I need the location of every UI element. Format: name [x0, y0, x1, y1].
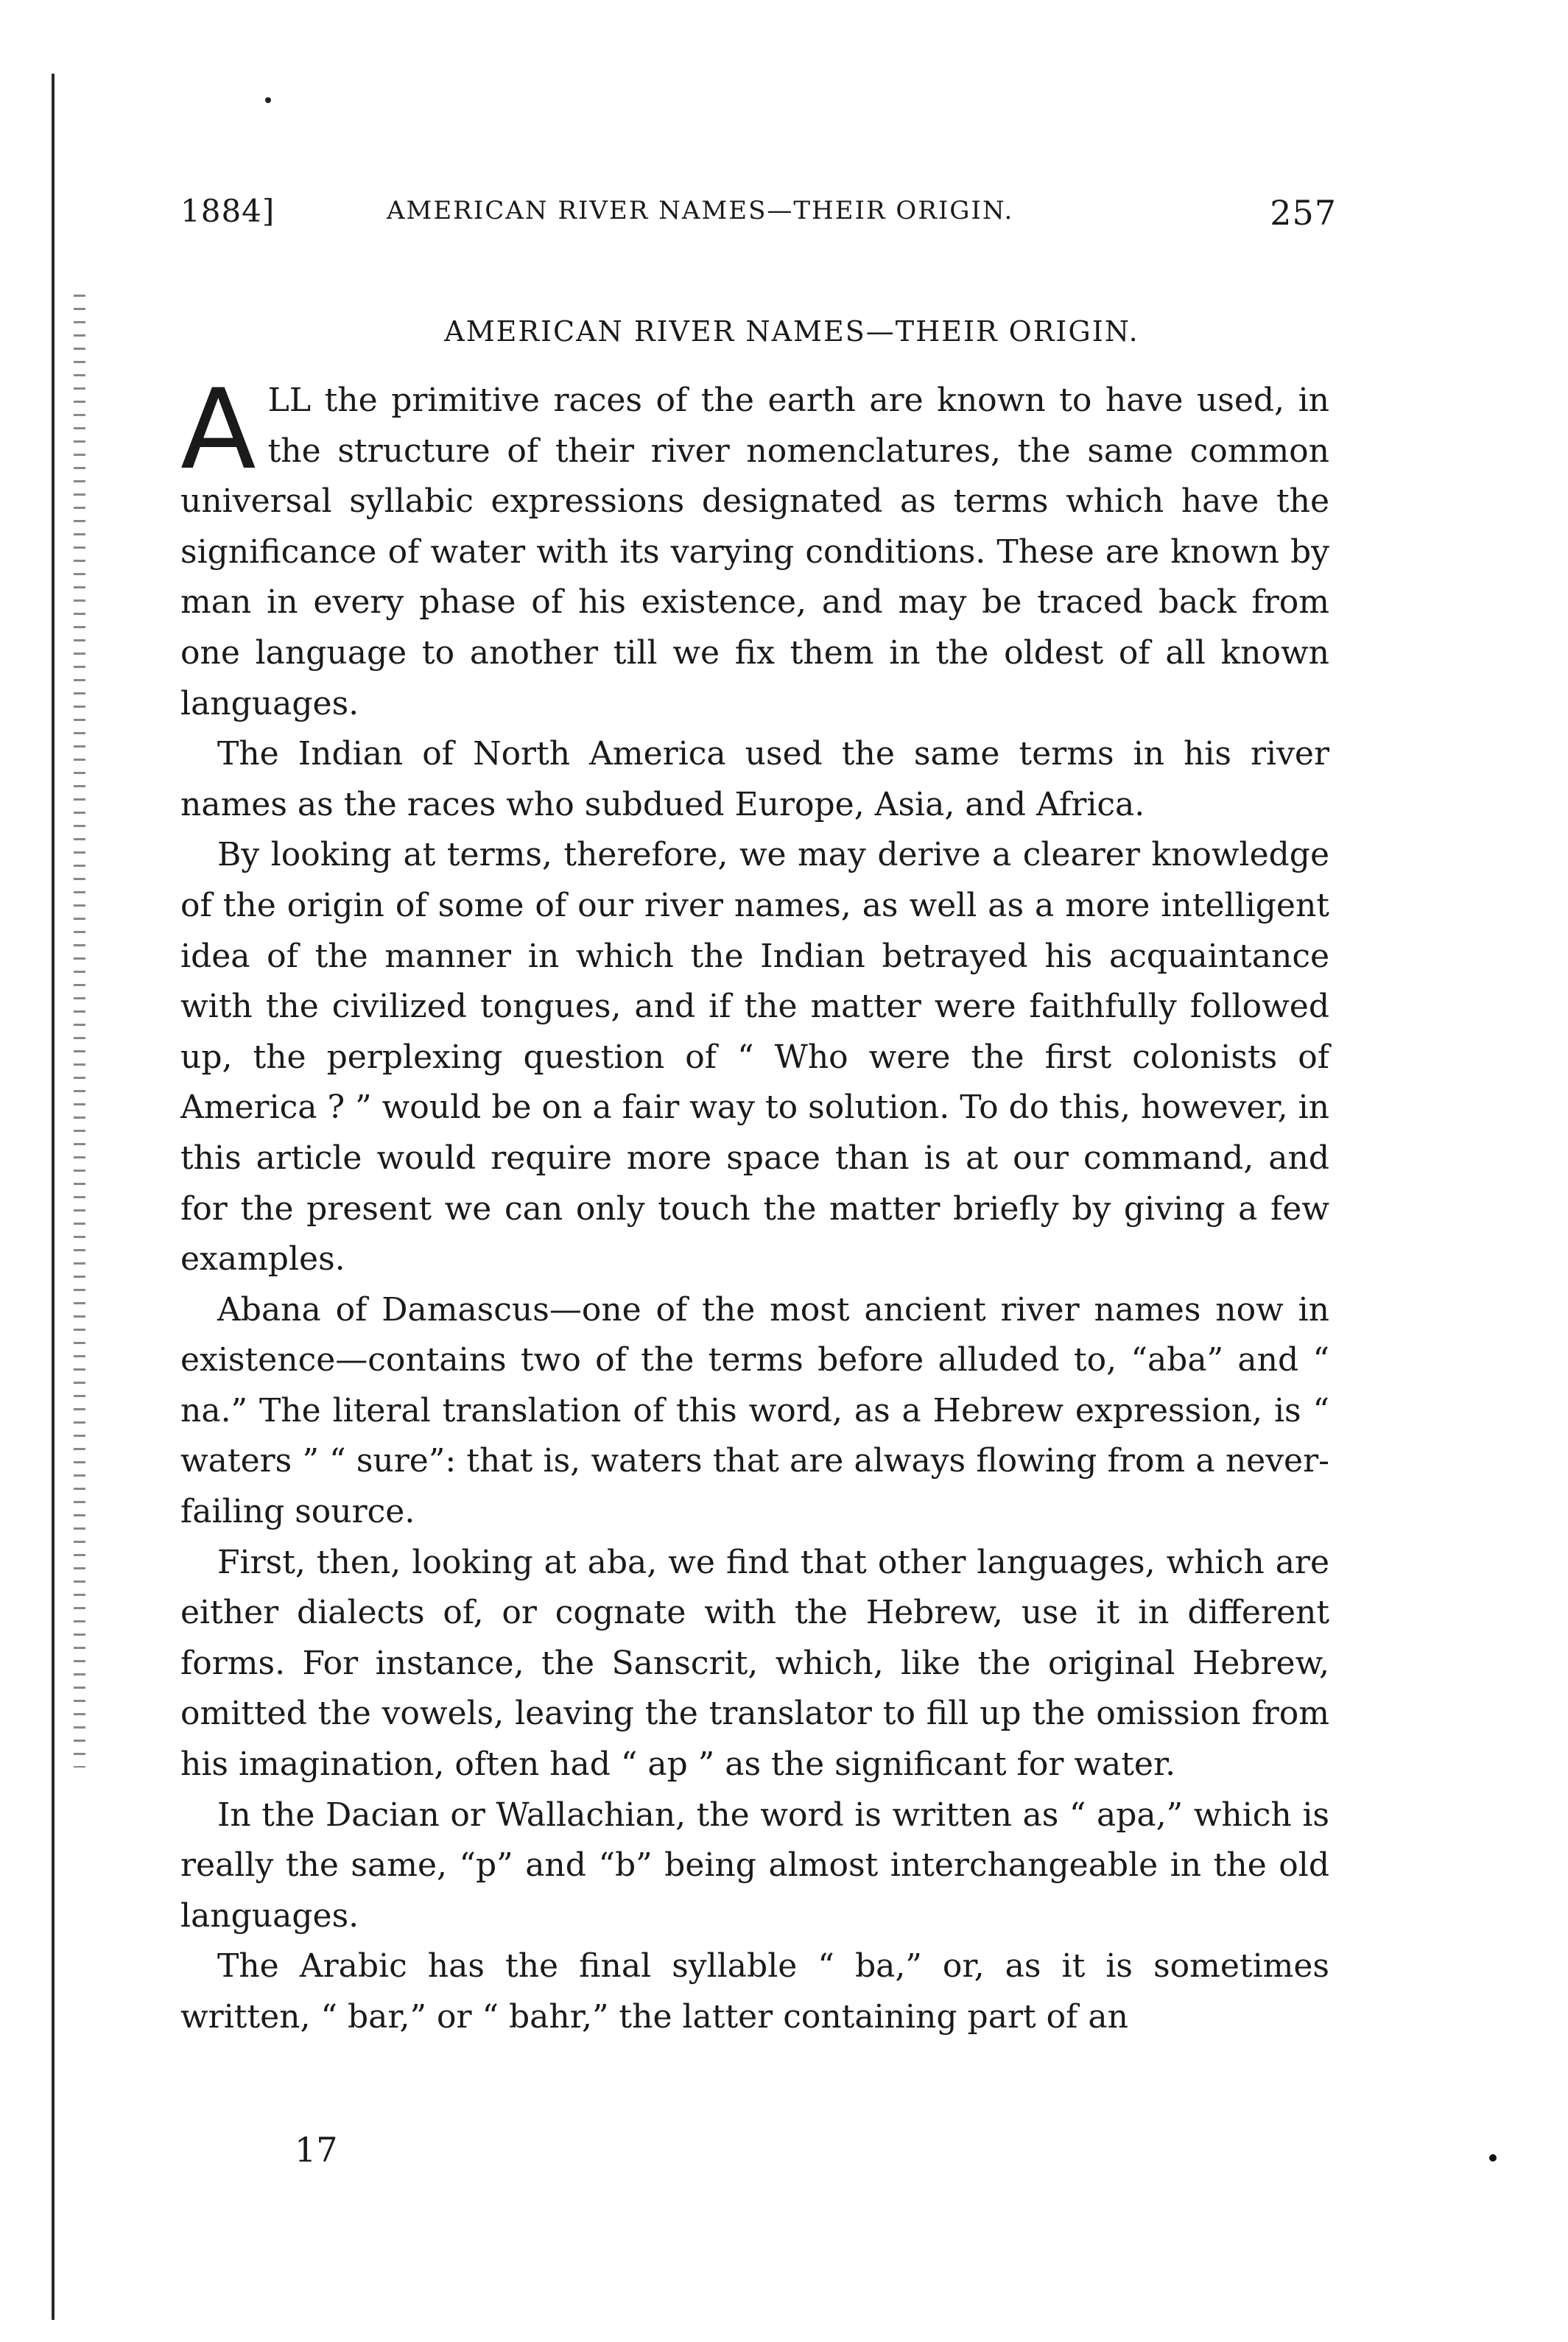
signature-mark: 17: [295, 2130, 338, 2170]
binding-margin: [44, 74, 103, 2320]
article-body: [180, 366, 1329, 2043]
paragraph-4: Abana of Damascus—one of the most ancient river names now in existence—contains two of the terms before alluded to, “aba” and “ na.” The literal translation of this word, as a Hebrew expression, is “ waters ” “ sure”: that is, waters that are always flowing from a never-failing source.: [180, 1290, 1329, 1531]
paragraph-6: In the Dacian or Wallachian, the word is written as “ apa,” which is really the same, “p” and “b” being almost interchangeable in the old languages.: [180, 1796, 1329, 1935]
paragraph-5: First, then, looking at aba, we find that other languages, which are either dialects of, or cognate with the Hebrew, use it in different forms. For instance, the Sanscrit, which, like the original Hebrew, omitted the vowels, leaving the translator to fill up the omission from his imagination, often had “ ap ” as the significant for water.: [180, 1543, 1329, 1784]
article-title: AMERICAN RIVER NAMES—THEIR ORIGIN.: [444, 315, 1139, 348]
page-number: 257: [1270, 193, 1337, 233]
paragraph-7: The Arabic has the final syllable “ ba,” or, as it is sometimes written, “ bar,” or “ bahr,” the latter containing part of an: [180, 1947, 1329, 2036]
binding-dots: [74, 295, 85, 1768]
paragraph-1-text: LL the primitive races of the earth are known to have used, in the structure of their river nomenclatures, the same common universal syllabic expressions designated as terms which have the significance of water with its varying conditions. These are known by man in every phase of his existence, and may be traced back from one language to another till we fix them in the oldest of all known languages.: [180, 381, 1329, 722]
header-running-title: AMERICAN RIVER NAMES—THEIR ORIGIN.: [387, 196, 1014, 225]
scan-speck: [265, 97, 271, 103]
running-header: [180, 193, 1337, 237]
scan-speck-right: [1489, 2154, 1497, 2162]
drop-cap: A: [180, 366, 256, 494]
paragraph-3: By looking at terms, therefore, we may derive a clearer knowledge of the origin of some of our river names, as well as a more intelligent idea of the manner in which the Indian betrayed his acquaintance with the civilized tongues, and if the matter were faithfully followed up, the perplexing question of “ Who were the first colonists of America ? ” would be on a fair way to solution. To do this, however, in this article would require more space than is at our command, and for the present we can only touch the matter briefly by giving a few examples.: [180, 836, 1329, 1279]
paragraph-1: [180, 366, 1329, 729]
paragraph-2: The Indian of North America used the same terms in his river names as the races who subdued Europe, Asia, and Africa.: [180, 735, 1329, 823]
binding-edge-line: [52, 74, 55, 2320]
header-year: 1884]: [180, 193, 275, 229]
